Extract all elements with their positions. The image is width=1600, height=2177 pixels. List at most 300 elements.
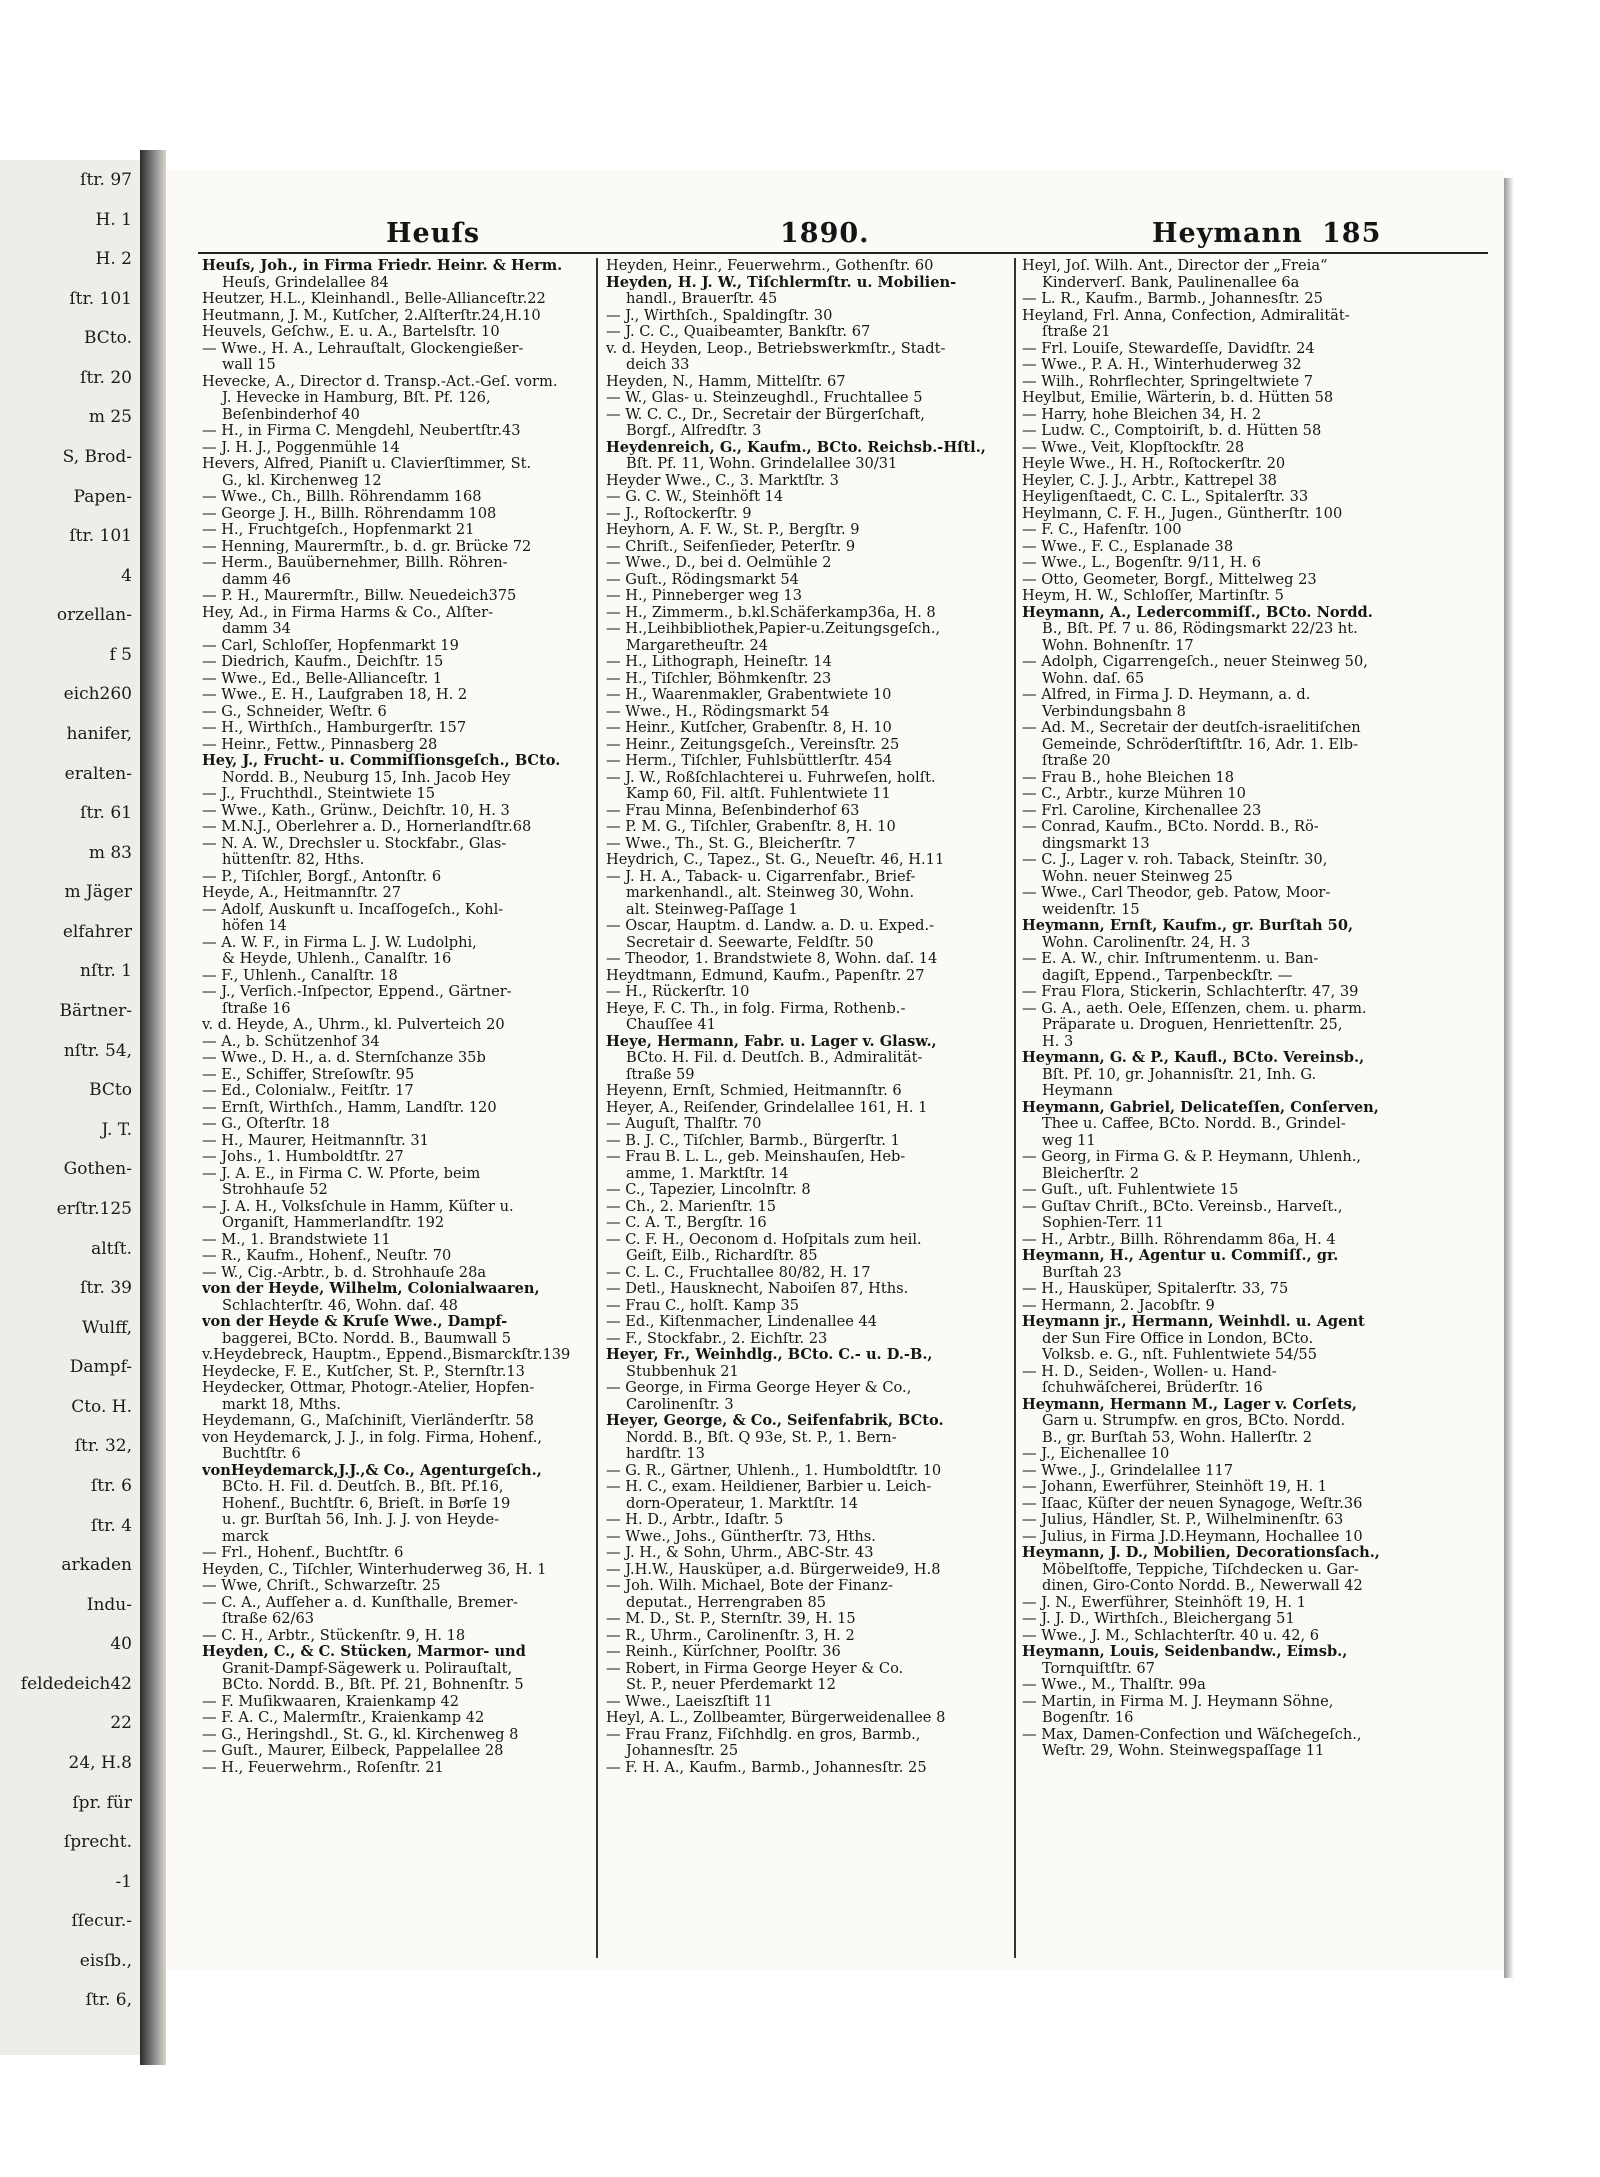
directory-entry-line: — Wilh., Rohrflechter, Springeltwiete 7 <box>1022 373 1313 390</box>
directory-entry-line: — P., Tiſchler, Borgf., Antonſtr. 6 <box>202 868 442 885</box>
directory-entry-line: deich 33 <box>626 357 690 373</box>
directory-entry-line: ſtraße 59 <box>626 1066 695 1083</box>
directory-entry-line: — J. J. D., Wirthſch., Bleichergang 51 <box>1022 1611 1295 1627</box>
directory-entry-line: Wohn. Bohnenſtr. 17 <box>1042 637 1194 654</box>
directory-entry-line: — J., Verſich.-Inſpector, Eppend., Gärtner- <box>202 984 512 1000</box>
left-page-fragment: Papen- <box>73 486 132 507</box>
directory-entry-line: — Wwe., Laeiszſtift 11 <box>606 1693 773 1710</box>
directory-entry-line: — Carl, Schloſſer, Hopfenmarkt 19 <box>202 637 459 654</box>
directory-entry-line: Stubbenhuk 21 <box>626 1363 739 1380</box>
directory-entry-line: — Martin, in Firma M. J. Heymann Söhne, <box>1022 1693 1334 1710</box>
directory-entry-line: B., Bſt. Pf. 7 u. 86, Rödingsmarkt 22/23 ht. <box>1042 621 1358 637</box>
directory-entry-line: vonHeydemarck,J.J.,& Co., Agenturgeſch., <box>202 1462 542 1479</box>
directory-entry-line: — H. C., exam. Heildiener, Barbier u. Leich- <box>606 1479 932 1495</box>
directory-entry-line: — M.N.J., Oberlehrer a. D., Hornerlandſtr.68 <box>202 819 532 835</box>
directory-entry-line: G., kl. Kirchenweg 12 <box>222 472 382 489</box>
directory-entry-line: Heym, H. W., Schloſſer, Martinſtr. 5 <box>1022 588 1284 604</box>
directory-entry-line: — Diedrich, Kaufm., Deichſtr. 15 <box>202 654 444 670</box>
directory-entry-line: Heymann, J. D., Mobilien, Decorationsſach., <box>1022 1545 1380 1561</box>
directory-entry-line: weidenſtr. 15 <box>1042 901 1140 918</box>
directory-entry-line: — J. N., Ewerführer, Steinhöft 19, H. 1 <box>1022 1594 1306 1611</box>
left-page-fragment: Gothen- <box>63 1159 132 1180</box>
directory-entry-line: ſtraße 62/63 <box>222 1611 315 1627</box>
directory-entry-line: Heylbut, Emilie, Wärterin, b. d. Hütten 58 <box>1022 390 1334 406</box>
directory-entry-line: Heymann, Louis, Seidenbandw., Eimsb., <box>1022 1644 1348 1660</box>
directory-entry-line: — J. A. H., Volksſchule in Hamm, Küſter u. <box>202 1198 514 1215</box>
directory-entry-line: — J., Fruchthdl., Steintwiete 15 <box>202 786 436 802</box>
directory-entry-line: — H., Rückerſtr. 10 <box>606 984 750 1000</box>
directory-entry-line: — Frau B., hohe Bleichen 18 <box>1022 769 1235 786</box>
left-page-fragment: J. T. <box>101 1119 132 1140</box>
directory-entry-line: — Wwe., D. H., a. d. Sternſchanze 35b <box>202 1050 486 1066</box>
left-page-fragment: eich260 <box>63 684 132 705</box>
left-page-fragment: ſtr. 32, <box>74 1436 132 1457</box>
left-page-fragment: m Jäger <box>64 882 132 903</box>
directory-entry-line: — C. H., Arbtr., Stückenſtr. 9, H. 18 <box>202 1627 466 1644</box>
directory-entry-line: — Wwe., Ed., Belle-Allianceſtr. 1 <box>202 670 443 687</box>
directory-entry-line: — H., Waarenmakler, Grabentwiete 10 <box>606 687 892 703</box>
directory-entry-line: — J. C. C., Quaibeamter, Bankſtr. 67 <box>606 324 871 340</box>
directory-entry-line: Verbindungsbahn 8 <box>1042 703 1186 720</box>
directory-entry-line: Hey, Ad., in Firma Harms & Co., Alſter- <box>202 604 494 621</box>
directory-entry-line: — H.,Leihbibliothek,Papier-u.Zeitungsgeſch., <box>606 621 941 637</box>
directory-entry-line: Heyer, Fr., Weinhdlg., BCto. C.- u. D.-B., <box>606 1347 933 1363</box>
directory-entry-line: marck <box>222 1528 269 1545</box>
left-page-fragment: BCto. <box>84 328 132 349</box>
directory-entry-line: — W., Glas- u. Steinzeughdl., Fruchtallee 5 <box>606 390 923 406</box>
directory-entry-line: Granit-Dampf-Sägewerk u. Polirauſtalt, <box>222 1660 513 1677</box>
directory-entry-line: — E. A. W., chir. Inſtrumentenm. u. Ban- <box>1022 951 1319 967</box>
directory-entry-line: — H., Maurer, Heitmannſtr. 31 <box>202 1132 429 1149</box>
directory-entry-line: — Alfred, in Firma J. D. Heymann, a. d. <box>1022 687 1311 703</box>
directory-entry-line: — Wwe., P. A. H., Winterhuderweg 32 <box>1022 357 1302 373</box>
directory-entry-line: — Frau B. L. L., geb. Meinshauſen, Heb- <box>606 1149 906 1165</box>
directory-entry-line: & Heyde, Uhlenh., Canalſtr. 16 <box>222 951 452 967</box>
directory-entry-line: BCto. Nordd. B., Bſt. Pf. 21, Bohnenſtr. 5 <box>222 1677 524 1693</box>
directory-entry-line: Heymann <box>1042 1083 1113 1099</box>
directory-entry-line: — G. C. W., Steinhöft 14 <box>606 489 784 505</box>
left-page-fragment: ſtr. 20 <box>80 367 132 388</box>
left-page-fragment: BCto <box>89 1080 132 1101</box>
directory-entry-line: — J., Roſtockerſtr. 9 <box>606 505 752 522</box>
directory-entry-line: — Ch., 2. Marienſtr. 15 <box>606 1198 777 1215</box>
left-page-fragment: arkaden <box>61 1555 132 1576</box>
directory-entry-line: Heylmann, C. F. H., Jugen., Güntherſtr. 100 <box>1022 505 1343 522</box>
directory-entry-line: J. Hevecke in Hamburg, Bſt. Pf. 126, <box>222 390 491 406</box>
directory-entry-line: v. d. Heyden, Leop., Betriebswerkmſtr., Stadt- <box>606 340 946 357</box>
directory-entry-line: Heydrich, C., Tapez., St. G., Neueſtr. 46, H.11 <box>606 852 945 868</box>
directory-entry-line: Bſt. Pf. 11, Wohn. Grindelallee 30/31 <box>626 456 898 472</box>
directory-entry-line: — Wwe., E. H., Laufgraben 18, H. 2 <box>202 687 468 703</box>
directory-entry-line: Heyden, Heinr., Feuerwehrm., Gothenſtr. 60 <box>606 258 934 274</box>
left-page-fragment: eisſb., <box>79 1950 132 1971</box>
directory-entry-line: Wohn. Carolinenſtr. 24, H. 3 <box>1042 934 1251 951</box>
directory-entry-line: — Herm., Tiſchler, Fuhlsbüttlerſtr. 454 <box>606 753 893 769</box>
directory-entry-line: — Frl., Hohenf., Buchtſtr. 6 <box>202 1545 404 1561</box>
directory-entry-line: Sophien-Terr. 11 <box>1042 1215 1165 1231</box>
directory-entry-line: — Henning, Maurermſtr., b. d. gr. Brücke 72 <box>202 538 532 555</box>
directory-entry-line: — Theodor, 1. Brandstwiete 8, Wohn. daſ. 14 <box>606 951 938 967</box>
directory-entry-line: — Max, Damen-Confection und Wäſchegeſch., <box>1022 1726 1362 1743</box>
directory-entry-line: — W., Cig.-Arbtr., b. d. Strohhauſe 28a <box>202 1264 487 1281</box>
directory-entry-line: — Guſt., uſt. Fuhlentwiete 15 <box>1022 1182 1239 1198</box>
directory-entry-line: Volksb. e. G., nſt. Fuhlentwiete 54/55 <box>1042 1347 1318 1363</box>
directory-entry-line: Heyer, George, & Co., Seifenfabrik, BCto. <box>606 1413 944 1429</box>
directory-entry-line: — Wwe., L., Bogenſtr. 9/11, H. 6 <box>1022 555 1262 571</box>
directory-entry-line: — Frau Franz, Fiſchhdlg. en gros, Barmb., <box>606 1726 921 1743</box>
directory-column-3 <box>1022 258 1410 1958</box>
directory-entry-line: Beſenbinderhof 40 <box>222 406 360 423</box>
directory-entry-line: dingsmarkt 13 <box>1042 835 1150 852</box>
directory-entry-line: — Frau Minna, Beſenbinderhof 63 <box>606 802 860 819</box>
directory-entry-line: — J.H.W., Hausküper, a.d. Bürgerweide9, H.8 <box>606 1561 941 1578</box>
directory-entry-line: — H. D., Seiden-, Wollen- u. Hand- <box>1022 1363 1277 1380</box>
directory-entry-line: — J. A. E., in Firma C. W. Pforte, beim <box>202 1165 481 1182</box>
directory-entry-line: — Oscar, Hauptm. d. Landw. a. D. u. Exped.- <box>606 918 935 934</box>
directory-entry-line: — M. D., St. P., Sternſtr. 39, H. 15 <box>606 1611 856 1627</box>
directory-entry-line: Borgf., Alſredſtr. 3 <box>626 423 762 439</box>
left-page-fragment: 40 <box>110 1634 132 1655</box>
directory-entry-line: — Chriſt., Seifenſieder, Peterſtr. 9 <box>606 538 856 555</box>
directory-entry-line: Margaretheuſtr. 24 <box>626 637 769 654</box>
left-page-fragment: eralten- <box>64 763 132 784</box>
directory-entry-line: Heymann jr., Hermann, Weinhdl. u. Agent <box>1022 1314 1365 1330</box>
left-page-fragment: m 83 <box>88 842 132 863</box>
directory-entry-line: — Wwe., D., bei d. Oelmühle 2 <box>606 555 832 571</box>
left-page-fragment: S, Brod- <box>62 447 132 468</box>
directory-entry-line: — L. R., Kaufm., Barmb., Johannesſtr. 25 <box>1022 291 1323 307</box>
directory-entry-line: Bſt. Pf. 10, gr. Johannisſtr. 21, Inh. G. <box>1042 1066 1317 1083</box>
directory-entry-line: — C. A. T., Bergſtr. 16 <box>606 1215 767 1231</box>
directory-entry-line: Garn u. Strumpfw. en gros, BCto. Nordd. <box>1042 1413 1346 1429</box>
left-page-fragment: 4 <box>121 565 132 586</box>
directory-entry-line: — C. L. C., Fruchtallee 80/82, H. 17 <box>606 1264 871 1281</box>
directory-entry-line: — G. A., aeth. Oele, Eſſenzen, chem. u. pharm. <box>1022 1000 1367 1017</box>
directory-entry-line: Heuſs, Joh., in Firma Friedr. Heinr. & Herm. <box>202 258 563 274</box>
directory-entry-line: Wohn. daſ. 65 <box>1042 670 1145 687</box>
directory-entry-line: Organiſt, Hammerlandſtr. 192 <box>222 1215 445 1231</box>
directory-entry-line: Geiſt, Eilb., Richardſtr. 85 <box>626 1248 818 1264</box>
directory-entry-line: Carolinenſtr. 3 <box>626 1396 734 1413</box>
directory-entry-line: — Heinr., Zeitungsgeſch., Vereinsſtr. 25 <box>606 736 900 753</box>
directory-entry-line: ſtraße 21 <box>1042 324 1111 340</box>
directory-entry-line: Heyhorn, A. F. W., St. P., Bergſtr. 9 <box>606 522 860 538</box>
left-page-fragment: elfahrer <box>62 921 132 942</box>
directory-entry-line: — Detl., Hausknecht, Naboiſen 87, Hths. <box>606 1281 909 1297</box>
directory-entry-line: — Adolph, Cigarrengeſch., neuer Steinweg 50, <box>1022 654 1368 670</box>
directory-entry-line: — F. H. A., Kaufm., Barmb., Johannesſtr. 25 <box>606 1759 927 1776</box>
directory-entry-line: Heye, F. C. Th., in folg. Firma, Rothenb.- <box>606 1000 906 1017</box>
left-page-fragment: ſtr. 6 <box>90 1475 132 1496</box>
directory-entry-line: — Adolf, Auskunft u. Incaſſogeſch., Kohl- <box>202 901 504 918</box>
running-head-left: Heuſs <box>386 218 481 249</box>
directory-entry-line: Heyden, N., Hamm, Mittelſtr. 67 <box>606 373 846 390</box>
directory-entry-line: — Wwe., Ch., Billh. Röhrendamm 168 <box>202 489 482 505</box>
directory-entry-line: weg 11 <box>1042 1132 1096 1149</box>
directory-entry-line: — H., Wirthſch., Hamburgerſtr. 157 <box>202 720 467 736</box>
directory-entry-line: — G., Heringshdl., St. G., kl. Kirchenweg 8 <box>202 1726 519 1743</box>
left-page-edge <box>0 160 141 2055</box>
left-page-fragment: m 25 <box>88 407 132 428</box>
directory-entry-line: Strohhauſe 52 <box>222 1182 328 1198</box>
directory-entry-line: ſchuhwäſcherei, Brüderſtr. 16 <box>1042 1380 1263 1396</box>
directory-entry-line: — J., Eichenallee 10 <box>1022 1446 1170 1462</box>
directory-entry-line: — M., 1. Brandstwiete 11 <box>202 1231 391 1248</box>
directory-entry-line: Heyland, Frl. Anna, Confection, Admiralität- <box>1022 307 1350 324</box>
directory-entry-line: — H., Fruchtgeſch., Hopfenmarkt 21 <box>202 522 475 538</box>
directory-entry-line: Heyler, C. J. J., Arbtr., Kattrepel 38 <box>1022 472 1277 489</box>
directory-entry-line: baggerei, BCto. Nordd. B., Baumwall 5 <box>222 1330 512 1347</box>
directory-entry-line: Hey, J., Frucht- u. Commiſſionsgeſch., BCto. <box>202 753 561 769</box>
header-rule <box>198 252 1488 254</box>
directory-entry-line: Heyl, Joſ. Wilh. Ant., Director der „Freia“ <box>1022 258 1328 274</box>
directory-entry-line: B., gr. Burſtah 53, Wohn. Hallerſtr. 2 <box>1042 1429 1313 1446</box>
directory-entry-line: — C. A., Aufſeher a. d. Kunſthalle, Bremer- <box>202 1594 518 1611</box>
directory-entry-line: — H., Lithograph, Heineſtr. 14 <box>606 654 832 670</box>
directory-entry-line: — Wwe., Kath., Grünw., Deichſtr. 10, H. 3 <box>202 802 510 819</box>
directory-entry-line: — J. H., & Sohn, Uhrm., ABC-Str. 43 <box>606 1545 874 1561</box>
directory-entry-line: — F., Stockfabr., 2. Eichſtr. 23 <box>606 1330 828 1347</box>
directory-entry-line: Heymann, Ernſt, Kaufm., gr. Burſtah 50, <box>1022 918 1354 934</box>
directory-entry-line: Heyle Wwe., H. H., Roſtockerſtr. 20 <box>1022 456 1286 472</box>
directory-entry-line: — H., Zimmerm., b.kl.Schäferkamp36a, H. 8 <box>606 604 936 621</box>
directory-entry-line: Heye, Hermann, Fabr. u. Lager v. Glasw., <box>606 1033 937 1050</box>
directory-entry-line: — H., Tiſchler, Böhmkenſtr. 23 <box>606 670 832 687</box>
directory-entry-line: — H., in Firma C. Mengdehl, Neubertſtr.43 <box>202 423 521 439</box>
directory-entry-line: — H., Pinneberger weg 13 <box>606 588 803 604</box>
directory-entry-line: Heydecker, Ottmar, Photogr.-Atelier, Hopfen- <box>202 1380 535 1396</box>
directory-entry-line: Nordd. B., Bſt. Q 93e, St. P., 1. Bern- <box>626 1429 897 1446</box>
running-head-right: Heymann <box>1152 218 1303 249</box>
directory-entry-line: Kinderverſ. Bank, Paulinenallee 6a <box>1042 274 1300 291</box>
directory-entry-line: Heyligenſtaedt, C. C. L., Spitalerſtr. 33 <box>1022 489 1309 505</box>
directory-entry-line: v.Heydebreck, Hauptm., Eppend.,Bismarckſtr.139 <box>202 1347 571 1363</box>
directory-entry-line: — Ernſt, Wirthſch., Hamm, Landſtr. 120 <box>202 1099 497 1116</box>
directory-entry-line: — Wwe., Johs., Güntherſtr. 73, Hths. <box>606 1528 876 1545</box>
directory-entry-line: — E., Schiffer, Streſowſtr. 95 <box>202 1066 415 1083</box>
directory-entry-line: — G., Schneider, Weſtr. 6 <box>202 703 387 720</box>
directory-entry-line: Heutmann, J. M., Kutſcher, 2.Alſterſtr.24,H.10 <box>202 307 541 324</box>
directory-entry-line: — Wwe., Veit, Klopſtockſtr. 28 <box>1022 439 1245 456</box>
directory-entry-line: — G., Oſterſtr. 18 <box>202 1116 330 1132</box>
directory-column-2 <box>606 258 994 1958</box>
directory-entry-line: Gemeinde, Schröderſtiftſtr. 16, Adr. 1. Elb- <box>1042 736 1359 753</box>
directory-entry-line: BCto. H. Fil. d. Deutſch. B., Admiralität- <box>626 1050 923 1066</box>
directory-entry-line: — J. W., Roßſchlachterei u. Fuhrweſen, holſt. <box>606 769 936 786</box>
directory-entry-line: Heymann, G. & P., Kaufl., BCto. Vereinsb., <box>1022 1050 1365 1066</box>
directory-entry-line: — Ed., Colonialw., Feitſtr. 17 <box>202 1083 414 1099</box>
directory-entry-line: — Heinr., Fettw., Pinnasberg 28 <box>202 736 438 753</box>
left-page-fragment: altſt. <box>91 1238 132 1259</box>
left-page-fragment: erſtr.125 <box>56 1198 132 1219</box>
left-page-fragment: ſtr. 101 <box>69 526 132 547</box>
directory-entry-line: Heymann, Gabriel, Delicateſſen, Conſerven, <box>1022 1099 1379 1116</box>
left-page-fragment: ſtr. 4 <box>90 1515 132 1536</box>
directory-entry-line: — R., Kaufm., Hohenf., Neuſtr. 70 <box>202 1248 452 1264</box>
directory-entry-line: Kamp 60, Fil. altſt. Fuhlentwiete 11 <box>626 786 891 802</box>
column-rule-2 <box>1014 258 1016 1958</box>
directory-entry-line: — H., Arbtr., Billh. Röhrendamm 86a, H. 4 <box>1022 1231 1336 1248</box>
left-page-fragment: nſtr. 1 <box>80 961 132 982</box>
directory-entry-line: Möbelſtoffe, Teppiche, Tiſchdecken u. Gar- <box>1042 1561 1359 1578</box>
directory-entry-line: — N. A. W., Drechsler u. Stockfabr., Glas- <box>202 835 507 852</box>
left-page-fragment: ſſecur.- <box>71 1911 132 1932</box>
directory-entry-line: — Johann, Ewerführer, Steinhöft 19, H. 1 <box>1022 1479 1328 1495</box>
directory-entry-line: Präparate u. Droguen, Henriettenſtr. 25, <box>1042 1017 1343 1033</box>
directory-entry-line: — Julius, in Firma J.D.Heymann, Hochallee 10 <box>1022 1528 1363 1545</box>
directory-entry-line: — C. F. H., Oeconom d. Hoſpitals zum heil. <box>606 1231 922 1248</box>
directory-entry-line: — Iſaac, Küſter der neuen Synagoge, Weſtr.36 <box>1022 1495 1363 1512</box>
directory-entry-line: Heyden, C., Tiſchler, Winterhuderweg 36, H. 1 <box>202 1561 547 1578</box>
directory-entry-line: — H., Feuerwehrm., Roſenſtr. 21 <box>202 1759 444 1776</box>
left-page-fragment: 24, H.8 <box>68 1752 132 1773</box>
directory-entry-line: — Wwe., Th., St. G., Bleicherſtr. 7 <box>606 835 856 852</box>
directory-entry-line: markt 18, Mths. <box>222 1396 342 1413</box>
directory-entry-line: — Ludw. C., Comptoiriſt, b. d. Hütten 58 <box>1022 423 1322 439</box>
page-edge-shadow <box>1504 178 1514 1978</box>
left-page-fragment: Indu- <box>86 1594 132 1615</box>
directory-entry-line: Heyden, H. J. W., Tiſchlermſtr. u. Mobilien- <box>606 274 957 291</box>
directory-entry-line: — Reinh., Kürſchner, Poolſtr. 36 <box>606 1644 841 1660</box>
left-page-fragment: -1 <box>115 1871 132 1892</box>
directory-entry-line: — C. J., Lager v. roh. Taback, Steinſtr. 30, <box>1022 852 1328 868</box>
directory-entry-line: — Harry, hohe Bleichen 34, H. 2 <box>1022 406 1262 423</box>
directory-entry-line: — J., Wirthſch., Spaldingſtr. 30 <box>606 307 833 324</box>
left-page-fragment: H. 1 <box>95 209 132 230</box>
left-page-fragment: Wulff, <box>81 1317 132 1338</box>
left-page-fragment: ſpr. für <box>72 1792 132 1813</box>
directory-entry-line: Bleicherſtr. 2 <box>1042 1165 1140 1182</box>
directory-entry-line: — P. H., Maurermſtr., Billw. Neuedeich375 <box>202 588 517 604</box>
directory-column-1 <box>202 258 590 1958</box>
directory-entry-line: hüttenſtr. 82, Hths. <box>222 852 365 868</box>
directory-entry-line: Chauſſee 41 <box>626 1017 716 1033</box>
left-page-fragment: Bärtner- <box>59 1001 132 1022</box>
directory-entry-line: Johannesſtr. 25 <box>626 1743 739 1759</box>
directory-entry-line: — R., Uhrm., Carolinenſtr. 3, H. 2 <box>606 1627 855 1644</box>
directory-entry-line: dorn-Operateur, 1. Marktſtr. 14 <box>626 1495 858 1512</box>
directory-entry-line: — Joh. Wilh. Michael, Bote der Finanz- <box>606 1578 893 1594</box>
directory-entry-line: Heyder Wwe., C., 3. Marktſtr. 3 <box>606 472 839 489</box>
directory-entry-line: deputat., Herrengraben 85 <box>626 1594 827 1611</box>
directory-entry-line: — Frl. Caroline, Kirchenallee 23 <box>1022 802 1262 819</box>
directory-entry-line: BCto. H. Fil. d. Deutſch. B., Bſt. Pf.16, <box>222 1479 504 1495</box>
directory-entry-line: — Wwe., F. C., Esplanade 38 <box>1022 538 1234 555</box>
directory-entry-line: — Herm., Bauübernehmer, Billh. Röhren- <box>202 555 508 571</box>
directory-entry-line: Heuvels, Geſchw., E. u. A., Bartelsſtr. 10 <box>202 324 500 340</box>
directory-entry-line: — Julius, Händler, St. P., Wilhelminenſtr. 63 <box>1022 1512 1344 1528</box>
directory-entry-line: — Guſtav Chriſt., BCto. Vereinsb., Harveſt., <box>1022 1198 1343 1215</box>
left-page-fragment: ſtr. 39 <box>80 1278 132 1299</box>
directory-entry-line: — P. M. G., Tiſchler, Grabenſtr. 8, H. 10 <box>606 819 896 835</box>
left-page-fragment: f 5 <box>109 644 132 665</box>
directory-entry-line: — Ed., Kiſtenmacher, Lindenallee 44 <box>606 1314 878 1330</box>
directory-entry-line: alt. Steinweg-Paſſage 1 <box>626 901 798 918</box>
directory-entry-line: — H., Hausküper, Spitalerſtr. 33, 75 <box>1022 1281 1289 1297</box>
directory-entry-line: — Wwe., J., Grindelallee 117 <box>1022 1462 1234 1479</box>
directory-entry-line: hardſtr. 13 <box>626 1446 705 1462</box>
left-page-fragment: ſtr. 101 <box>69 288 132 309</box>
directory-entry-line: von der Heyde, Wilhelm, Colonialwaaren, <box>202 1281 540 1297</box>
left-page-fragment: ſtr. 6, <box>85 1990 132 2011</box>
directory-entry-line: Heymann, Hermann M., Lager v. Corſets, <box>1022 1396 1357 1413</box>
directory-entry-line: Bogenſtr. 16 <box>1042 1710 1134 1726</box>
directory-entry-line: — Otto, Geometer, Borgf., Mittelweg 23 <box>1022 571 1317 588</box>
left-page-fragment: feldedeich42 <box>20 1673 132 1694</box>
directory-entry-line: Wohn. neuer Steinweg 25 <box>1042 868 1233 885</box>
directory-entry-line: Heyde, A., Heitmannſtr. 27 <box>202 885 402 901</box>
directory-entry-line: — Guſt., Maurer, Eilbeck, Pappelallee 28 <box>202 1743 504 1759</box>
left-page-fragment: nſtr. 54, <box>63 1040 132 1061</box>
directory-entry-line: Heuſs, Grindelallee 84 <box>222 274 389 291</box>
directory-entry-line: — Frau Flora, Stickerin, Schlachterſtr. 47, 39 <box>1022 984 1359 1000</box>
running-head-year: 1890. <box>780 218 870 249</box>
directory-entry-line: — Wwe., Carl Theodor, geb. Patow, Moor- <box>1022 885 1331 901</box>
directory-entry-line: markenhandl., alt. Steinweg 30, Wohn. <box>626 885 915 901</box>
directory-entry-line: der Sun Fire Office in London, BCto. <box>1042 1330 1314 1347</box>
left-page-fragment: H. 2 <box>95 249 132 270</box>
directory-entry-line: v. d. Heyde, A., Uhrm., kl. Pulverteich 20 <box>202 1017 505 1033</box>
left-page-fragment: Cto. H. <box>71 1396 132 1417</box>
directory-entry-line: Heutzer, H.L., Kleinhandl., Belle-Allianceſtr.22 <box>202 291 546 307</box>
directory-entry-line: von der Heyde & Kruſe Wwe., Dampf- <box>202 1314 508 1330</box>
directory-entry-line: Heymann, A., Ledercommiſſ., BCto. Nordd. <box>1022 604 1373 621</box>
directory-entry-line: u. gr. Burſtah 56, Inh. J. J. von Heyde- <box>222 1512 500 1528</box>
directory-entry-line: — A. W. F., in Firma L. J. W. Ludolphi, <box>202 934 477 951</box>
directory-entry-line: Hohenf., Buchtſtr. 6, Brieſt. in Boͤrſe 19 <box>222 1495 511 1512</box>
column-rule-1 <box>596 258 598 1958</box>
directory-entry-line: wall 15 <box>222 357 276 373</box>
directory-entry-line: — Wwe., H. A., Lehrauſtalt, Glockengießer- <box>202 340 524 357</box>
directory-entry-line: damm 46 <box>222 571 291 588</box>
left-page-fragment: ſprecht. <box>63 1832 132 1853</box>
left-page-fragment: ſtr. 61 <box>80 803 132 824</box>
directory-entry-line: Buchtſtr. 6 <box>222 1446 301 1462</box>
directory-entry-line: ſtraße 20 <box>1042 753 1111 769</box>
directory-entry-line: Tornquiſtſtr. 67 <box>1042 1660 1155 1677</box>
directory-entry-line: — F. C., Hafenſtr. 100 <box>1022 522 1182 538</box>
directory-entry-line: — Wwe., H., Rödingsmarkt 54 <box>606 703 830 720</box>
directory-entry-line: — Ad. M., Secretair der deutſch-israelitiſchen <box>1022 720 1361 736</box>
book-gutter <box>140 150 166 2065</box>
directory-entry-line: — George, in Firma George Heyer & Co., <box>606 1380 912 1396</box>
directory-entry-line: damm 34 <box>222 621 291 637</box>
directory-entry-line: — W. C. C., Dr., Secretair der Bürgerſchaft, <box>606 406 925 423</box>
directory-entry-line: handl., Brauerſtr. 45 <box>626 291 778 307</box>
directory-entry-line: Heydemann, G., Maſchiniſt, Vierländerſtr. 58 <box>202 1413 534 1429</box>
directory-entry-line: ſtraße 16 <box>222 1000 291 1017</box>
directory-entry-line: — Robert, in Firma George Heyer & Co. <box>606 1660 904 1677</box>
directory-entry-line: — Georg, in Firma G. & P. Heymann, Uhlenh., <box>1022 1149 1362 1165</box>
directory-entry-line: — J. H. J., Poggenmühle 14 <box>202 439 400 456</box>
directory-entry-line: Hevecke, A., Director d. Transp.-Act.-Geſ. vorm. <box>202 373 558 390</box>
directory-entry-line: — George J. H., Billh. Röhrendamm 108 <box>202 505 497 522</box>
left-page-fragment: orzellan- <box>56 605 132 626</box>
directory-entry-line: — J. H. A., Taback- u. Cigarrenfabr., Brief- <box>606 868 916 885</box>
directory-entry-line: dagiſt, Eppend., Tarpenbeckſtr. — <box>1042 967 1293 984</box>
directory-entry-line: — F. Muſikwaaren, Kraienkamp 42 <box>202 1693 460 1710</box>
directory-entry-line: dinen, Giro-Conto Nordd. B., Newerwall 42 <box>1042 1578 1363 1594</box>
left-page-fragment: 22 <box>110 1713 132 1734</box>
directory-entry-line: Hevers, Alfred, Pianiſt u. Clavierſtimmer, St. <box>202 456 532 472</box>
directory-entry-line: — Frau C., holſt. Kamp 35 <box>606 1297 800 1314</box>
directory-entry-line: — F. A. C., Malermſtr., Kraienkamp 42 <box>202 1710 485 1726</box>
directory-entry-line: höfen 14 <box>222 918 287 934</box>
directory-entry-line: amme, 1. Marktſtr. 14 <box>626 1165 789 1182</box>
directory-entry-line: — G. R., Gärtner, Uhlenh., 1. Humboldtſtr. 10 <box>606 1462 942 1479</box>
directory-entry-line: Heydenreich, G., Kaufm., BCto. Reichsb.-Hſtl., <box>606 439 986 456</box>
directory-entry-line: — B. J. C., Tiſchler, Barmb., Bürgerſtr. 1 <box>606 1132 900 1149</box>
